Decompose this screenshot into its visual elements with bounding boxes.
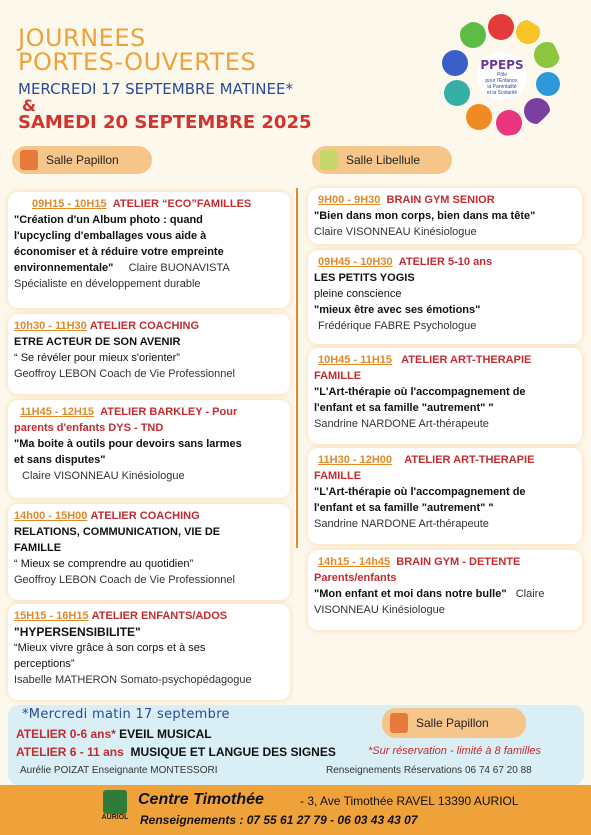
event-person: Claire [515, 588, 545, 600]
event-person: Sandrine NARDONE Art-thérapeute [314, 418, 489, 430]
room-label: Salle Papillon [46, 153, 119, 167]
event-quote: "Bien dans mon corps, bien dans ma tête" [314, 210, 536, 222]
event-title-line-2: FAMILLE [314, 470, 362, 482]
event-time: 14h15 - 14h45 [318, 556, 391, 568]
event-quote-line: et sans disputes" [14, 454, 106, 466]
event-person: Geoffroy LEBON Coach de Vie Professionnel [14, 574, 235, 586]
logo-line-4: et la Scolarité [486, 90, 518, 96]
event-person: Claire VISONNEAU Kinésiologue [22, 470, 185, 482]
room-label: Salle Papillon [416, 716, 489, 730]
event-subtitle: LES PETITS YOGIS [314, 272, 415, 284]
reservation-phone: Renseignements Réservations 06 74 67 20 88 [326, 765, 532, 776]
event-time: 10H45 - 11H15 [318, 354, 392, 366]
event-quote: “ Mieux se comprendre au quotidien” [14, 558, 194, 570]
event-title: ATELIER “ECO”FAMILLES [112, 198, 252, 210]
event-quote-line: économiser et à réduire votre empreinte [14, 246, 224, 258]
event-quote-line: l'enfant et sa famille "autrement" " [314, 502, 494, 514]
event-title: ATELIER COACHING [90, 510, 200, 522]
event-person: Frédérique FABRE Psychologue [318, 320, 477, 332]
logo-center [477, 52, 527, 100]
event-quote-line: perceptions” [14, 658, 75, 670]
event-title: ATELIER 5-10 ans [398, 256, 493, 268]
event-title: ATELIER ART-THERAPIE [401, 354, 532, 366]
event-line: pleine conscience [314, 288, 402, 300]
logo-line-2: pour l'Enfance, [485, 78, 519, 84]
event-title: ATELIER ENFANTS/ADOS [91, 610, 228, 622]
event-title-line-2: parents d'enfants DYS - TND [14, 422, 164, 434]
event-quote: "mieux être avec ses émotions" [314, 304, 481, 316]
event-time: 11H45 - 12H15 [20, 406, 94, 418]
room-label: Salle Libellule [346, 153, 421, 167]
event-subtitle: ETRE ACTEUR DE SON AVENIR [14, 336, 181, 348]
event-card-coaching-avenir [8, 314, 290, 394]
butterfly-icon [390, 713, 408, 733]
event-title: ATELIER COACHING [89, 320, 200, 332]
event-card-petits-yogis [308, 250, 582, 344]
workshop-age: ATELIER 6 - 11 ans [16, 745, 124, 759]
event-time: 11H30 - 12H00 [318, 454, 392, 466]
event-person: Isabelle MATHERON Somato-psychopédagogue [14, 674, 252, 686]
event-quote-line: l'enfant et sa famille "autrement" " [314, 402, 494, 414]
auriol-logo-text: AURIOL [101, 814, 129, 821]
event-quote-line: environnementale" [14, 262, 114, 274]
logo-line-1: Pôle [496, 72, 507, 78]
venue-name: Centre Timothée [138, 791, 264, 808]
event-person-role: Spécialiste en développement durable [14, 278, 201, 290]
ppeps-logo [440, 14, 562, 136]
auriol-emblem-icon [103, 790, 127, 814]
event-person: Claire VISONNEAU Kinésiologue [314, 226, 477, 238]
event-title-line-2: FAMILLE [314, 370, 362, 382]
room-libellule [312, 146, 452, 174]
logo-line-3: la Parentalité [487, 84, 517, 90]
event-card-art-therapie-1 [308, 348, 582, 444]
event-subtitle-line: FAMILLE [14, 542, 62, 554]
event-person-line-2: VISONNEAU Kinésiologue [314, 604, 445, 616]
saturday-date: SAMEDI 20 SEPTEMBRE 2025 [18, 112, 312, 133]
event-quote: "Mon enfant et moi dans notre bulle" [314, 588, 507, 600]
title-line-1: JOURNEES [18, 24, 146, 52]
event-time: 15H15 - 16H15 [14, 610, 89, 622]
event-quote-line: “Mieux vivre grâce à son corps et à ses [14, 642, 206, 654]
event-subtitle: "HYPERSENSIBILITE" [14, 625, 141, 639]
event-quote-line: "Création d'un Album photo : quand [14, 214, 203, 226]
auriol-logo [96, 790, 134, 830]
event-time: 14h00 - 15H00 [14, 510, 88, 522]
workshop-person: Aurélie POIZAT Enseignante MONTESSORI [20, 765, 218, 776]
title-line-2: PORTES-OUVERTES [18, 48, 257, 76]
event-quote-line: l'upcycling d'emballages vous aide à [14, 230, 207, 242]
event-title: BRAIN GYM SENIOR [386, 194, 495, 206]
event-quote-line: "L'Art-thérapie où l'accompagnement de [314, 486, 526, 498]
workshop-name: MUSIQUE ET LANGUE DES SIGNES [130, 745, 336, 759]
butterfly-icon [20, 150, 38, 170]
event-card-hypersensibilite [8, 604, 290, 700]
event-card-coaching-relations [8, 504, 290, 600]
reservation-note: *Sur réservation - limité à 8 familles [368, 745, 542, 757]
event-person: Geoffroy LEBON Coach de Vie Professionnel [14, 368, 235, 380]
dragonfly-icon [320, 150, 338, 170]
footer [0, 785, 591, 835]
event-time: 9H00 - 9H30 [318, 194, 381, 206]
ampersand: & [22, 96, 36, 115]
event-card-brain-gym-senior [308, 188, 582, 244]
event-time: 09H45 - 10H30 [318, 256, 393, 268]
event-time: 09H15 - 10H15 [32, 198, 107, 210]
room-papillon-left [12, 146, 152, 174]
event-title-line-2: Parents/enfants [314, 572, 397, 584]
venue-address: - 3, Ave Timothée RAVEL 13390 AURIOL [300, 794, 519, 808]
workshop-age: ATELIER 0-6 ans* [16, 727, 116, 741]
event-title: ATELIER BARKLEY - Pour [100, 406, 238, 418]
event-quote-line: "L'Art-thérapie où l'accompagnement de [314, 386, 526, 398]
event-quote-line: "Ma boite à outils pour devoirs sans larmes [14, 438, 242, 450]
wednesday-box [8, 705, 584, 785]
event-card-brain-gym-detente [308, 550, 582, 630]
wednesday-date: MERCREDI 17 SEPTEMBRE MATINEE* [18, 80, 293, 98]
event-card-eco-familles [8, 192, 290, 308]
event-time: 10h30 - 11H30 [14, 320, 87, 332]
event-card-art-therapie-2 [308, 448, 582, 544]
event-quote: “ Se révéler pour mieux s'orienter” [14, 352, 180, 364]
event-title: BRAIN GYM - DETENTE [396, 556, 521, 568]
logo-name: PPEPS [480, 58, 524, 72]
event-card-barkley [8, 400, 290, 498]
event-person: Claire BUONAVISTA [128, 262, 230, 274]
workshop-name: EVEIL MUSICAL [119, 727, 212, 741]
room-papillon-bottom [382, 708, 526, 738]
event-person: Sandrine NARDONE Art-thérapeute [314, 518, 489, 530]
event-subtitle-line: RELATIONS, COMMUNICATION, VIE DE [14, 526, 221, 538]
wednesday-heading: *Mercredi matin 17 septembre [22, 707, 230, 722]
venue-contact: Renseignements : 07 55 61 27 79 - 06 03 43 43 07 [140, 813, 418, 827]
event-title: ATELIER ART-THERAPIE [404, 454, 535, 466]
column-divider [296, 188, 298, 548]
